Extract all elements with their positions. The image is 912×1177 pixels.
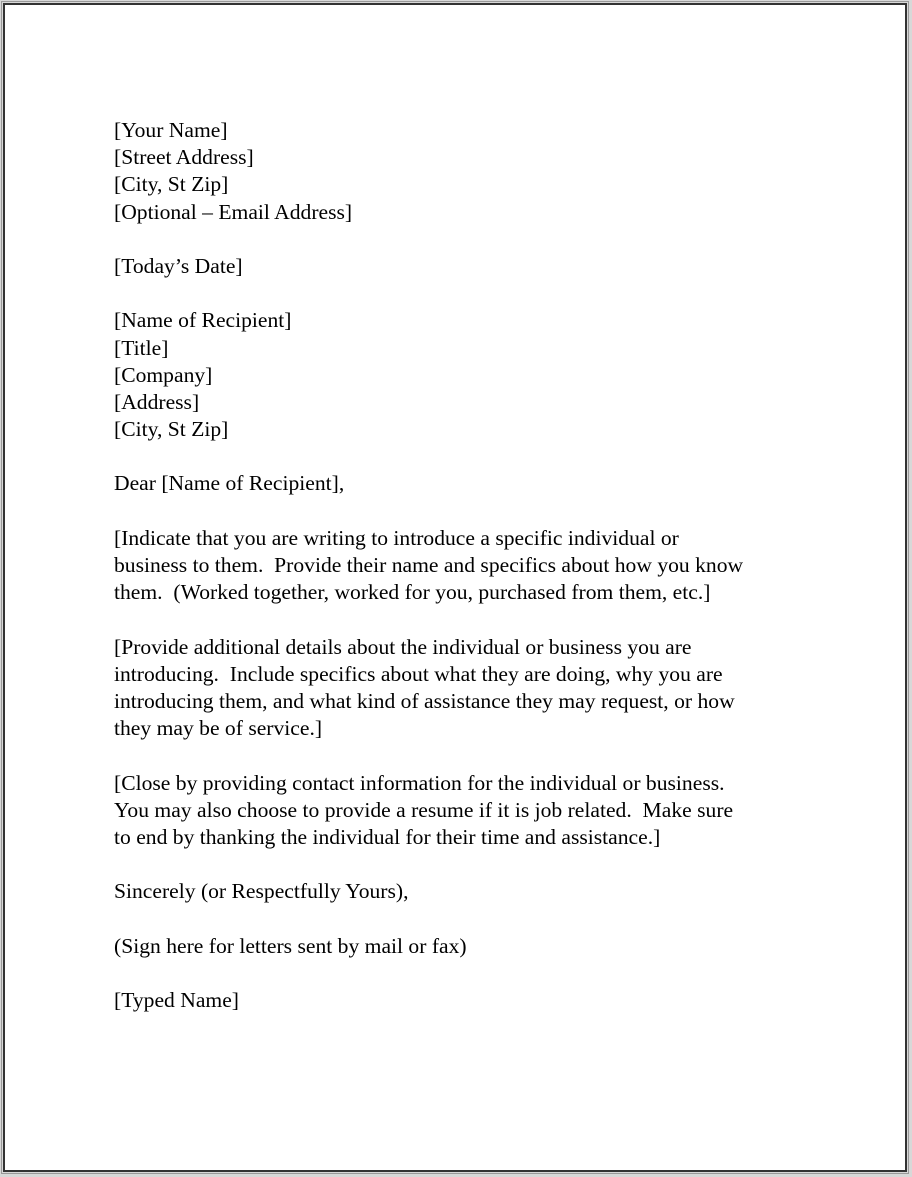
paragraph-line: You may also choose to provide a resume if it is job related. Make sure: [114, 797, 734, 822]
sender-address-block: [114, 117, 834, 226]
sender-city: [City, St Zip]: [114, 172, 229, 197]
salutation: Dear [Name of Recipient],: [114, 471, 345, 496]
paragraph-line: [Provide additional details about the individual or business you are: [114, 634, 692, 659]
paragraph-introduction: [114, 525, 834, 607]
paragraph-line: them. (Worked together, worked for you, purchased from them, etc.]: [114, 580, 711, 605]
typed-name-block: [114, 987, 834, 1014]
sender-street: [Street Address]: [114, 145, 254, 170]
sender-name: [Your Name]: [114, 118, 228, 142]
recipient-city: [City, St Zip]: [114, 417, 229, 442]
recipient-address-block: [114, 307, 834, 443]
signature-block: [114, 933, 834, 960]
closing: Sincerely (or Respectfully Yours),: [114, 879, 409, 904]
paragraph-line: to end by thanking the individual for their time and assistance.]: [114, 824, 661, 849]
recipient-name: [Name of Recipient]: [114, 308, 292, 333]
recipient-address: [Address]: [114, 389, 200, 414]
paragraph-line: [Close by providing contact information for the individual or business.: [114, 770, 725, 795]
recipient-company: [Company]: [114, 362, 213, 387]
letter-date: [Today’s Date]: [114, 253, 243, 278]
paragraph-line: introducing them, and what kind of assistance they may request, or how: [114, 688, 735, 713]
document-page: [3, 3, 907, 1172]
date-block: [114, 253, 834, 280]
salutation-block: [114, 470, 834, 497]
paragraph-line: [Indicate that you are writing to introduce a specific individual or: [114, 525, 679, 550]
signature-note: (Sign here for letters sent by mail or fax): [114, 933, 467, 958]
paragraph-line: they may be of service.]: [114, 716, 323, 741]
sender-email: [Optional – Email Address]: [114, 199, 353, 224]
letter-body: [114, 117, 834, 1014]
recipient-title: [Title]: [114, 335, 169, 360]
typed-name: [Typed Name]: [114, 988, 239, 1012]
paragraph-closing: [114, 770, 834, 852]
paragraph-line: business to them. Provide their name and specifics about how you know: [114, 553, 744, 577]
paragraph-details: [114, 634, 834, 743]
paragraph-line: introducing. Include specifics about what they are doing, why you are: [114, 661, 723, 686]
closing-block: [114, 878, 834, 905]
